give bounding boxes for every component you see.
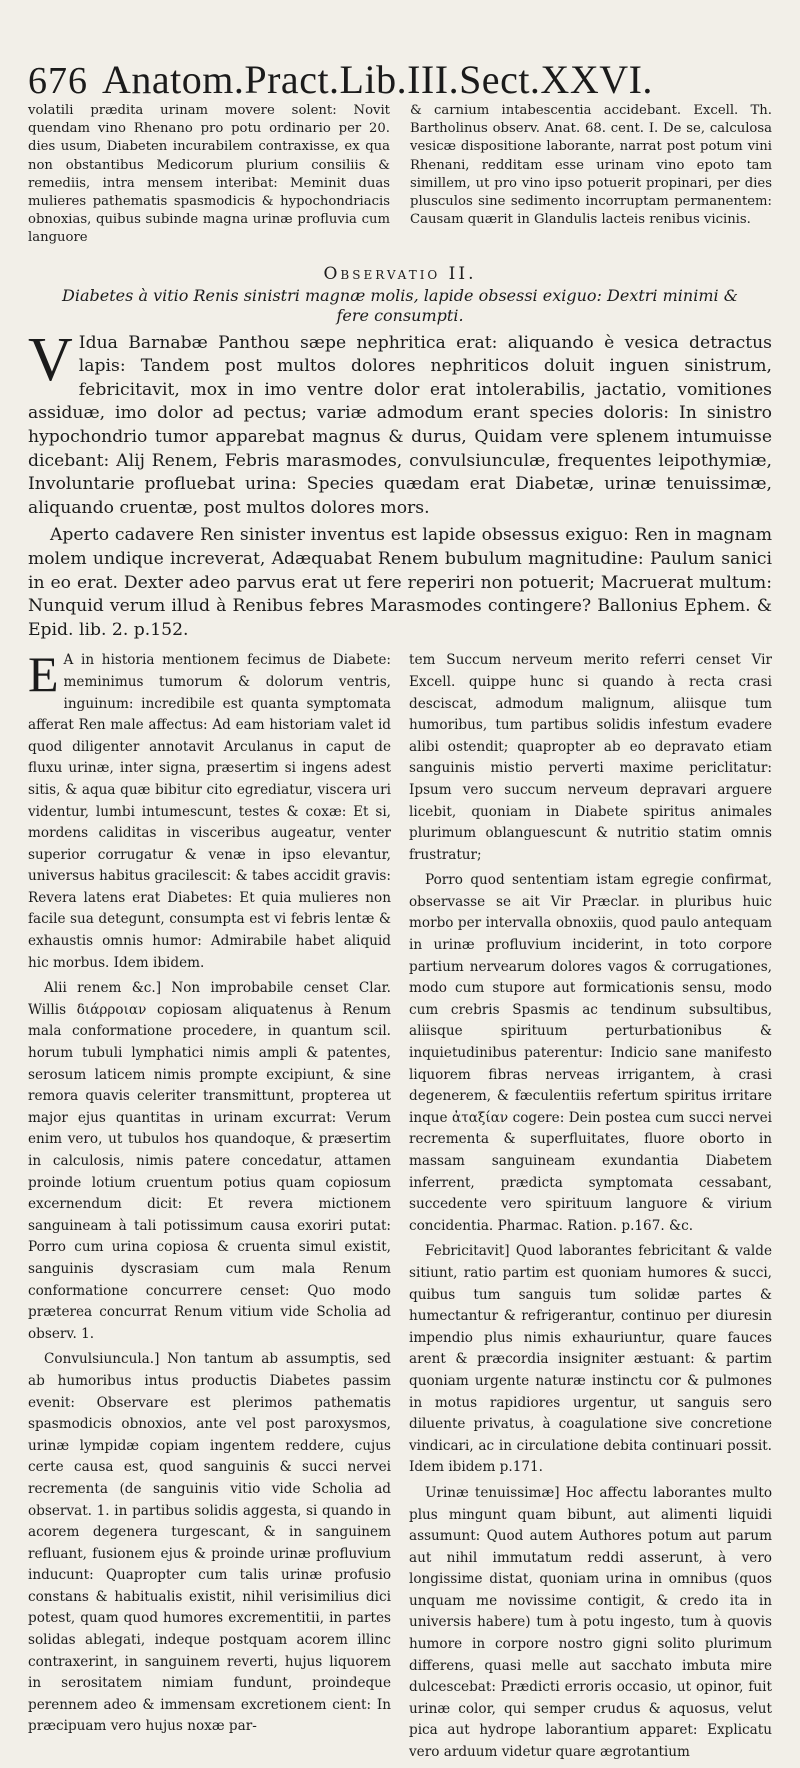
scholia-right-para-1: tem Succum nerveum merito referri censet Vir Excell. quippe hunc si quando à recta crasi desciscat, admodum malignum, aliisque tum humoribus, tum partibus solidis infestum evadere alibi ostendit; quapropter ab eo depravato etiam sanguinis mistio perverti maxime periclitatur: Ipsum vero succum nerveum depravari arguere licebit, quoniam in Diabete spiritus animales plurimum oblanguescunt & nutritio statim omnis frustratur; (409, 652, 772, 863)
observation-title: Observatio II. (323, 263, 477, 284)
observation-para-1-text: Idua Barnabæ Panthou sæpe nephritica erat: aliquando è vesica detractus lapis: Tandem post multos dolores nephriticos doluit inguen sinistrum, febricitavit, mox in imo ventre dolor erat intolerabilis, jactatio, vomitiones assiduæ, imo dolor ad pectus; variæ admodum erant species doloris: In sinistro hypochondrio tumor apparebat magnus & durus, Quidam vere splenem intumuisse dicebant: Alij Renem, Febris marasmodes, convulsiunculæ, frequentes leipothymiæ, Involuntarie profluebat urina: Species quædam erat Diabetæ, urinæ tenuissimæ, aliquando cruentæ, post multos dolores mors. (28, 332, 772, 518)
scholia-right-para-3: Febricitavit] Quod laborantes febricitant & valde sitiunt, ratio partim est quoniam humores & succi, quibus tum sanguis tum solidæ partes & humectantur & refrigerantur, continuo per diuresin impendio plus nimis exhauriuntur, quare fauces arent & præcordia insigniter æstuant: & partim quoniam urgente naturæ instinctu cor & pulmones in motus rapidiores urgentur, ut sanguis sero diluente privatus, à coagulatione sive concretione vindicari, ac in circulatione debita continuari possit. Idem ibidem p.171. (409, 1243, 772, 1476)
scholia-columns (28, 646, 772, 1767)
scholia-right-para-4: Urinæ tenuissimæ] Hoc affectu laborantes multo plus mingunt quam bibunt, aut alimenti liquidi assumunt: Quod autem Authores potum aut parum aut nihil immutatum reddi asserunt, à vero longissime distat, quoniam urina in omnibus (quos unquam me novissime contigit, & credo ita in universis habere) tum à potu ingesto, tum à quovis humore in corpore nostro gigni solito plurimum differens, quasi melle aut sacchato imbuta mire dulcescebat: Prædicti erroris occasio, ut opinor, fuit urinæ color, qui semper crudus & aquosus, velut pica aut hydrope laborantium apparet: Explicatu vero arduum videtur quare ægrotantium (409, 1484, 772, 1761)
scholia-left-para-1-text: A in historia mentionem fecimus de Diabete: meminimus tumorum & dolorum ventris, inguinum: incredibile est quanta symptomata afferat Ren male affectus: Ad eam historiam valet id quod diligenter annotavit Arculanus in caput de fluxu urinæ, inter signa, præsertim si ingens adest sitis, & aqua quæ bibitur cito egrediatur, viscera uri videntur, lumbi intumescunt, testes & coxæ: Et si, mordens caliditas in visceribus augeatur, venter superior corrugatur & venæ in ipso elevantur, universus habitus gracilescit: & tabes accidit gravis: Revera latens erat Diabetes: Et quia mulieres non facile sua detegunt, consumpta est vi febris lentæ & exhaustis omnis humor: Admirabile habet aliquid hic morbus. Idem ibidem. (28, 652, 391, 971)
top-left-text: volatili prædita urinam movere solent: Novit quendam vino Rhenano pro potu ordinario per 20. dies usum, Diabeten incurabilem contraxisse, ex qua non obstantibus Medicorum plurium consiliis & remediis, intra mensem interibat: Meminit duas mulieres pathematis spasmodicis & hypochondriacis obnoxias, quibus subinde magna urinæ profluvia cum languore (28, 103, 390, 246)
page-header (28, 56, 772, 102)
top-right-text: & carnium intabescentia accidebant. Excell. Th. Bartholinus observ. Anat. 68. cent. I. De se, calculosa vesicæ dispositione laborante, narrat post potum vini Rhenani, redditam esse urinam vino epoto tam simillem, ut pro vino ipso potuerit propinari, per dies plusculos sine sedimento incorruptam permanentem: Causam quærit in Glandulis lacteis renibus vicinis. (410, 103, 772, 228)
drop-cap-v: V (28, 325, 73, 394)
observation-subtitle: Diabetes à vitio Renis sinistri magnæ molis, lapide obsessi exiguo: Dextri minimi & fere consumpti. (62, 285, 738, 325)
observation-para-1 (28, 325, 772, 521)
observation-body (28, 325, 772, 643)
scholia-left-para-1 (28, 646, 391, 974)
observation-para-2: Aperto cadavere Ren sinister inventus est lapide obsessus exiguo: Ren in magnam molem undique increverat, Adæquabat Renem bubulum magnitudine: Paulum sanici in eo erat. Dexter adeo parvus erat ut fere reperiri non potuerit; Macruerat multum: Nunquid verum illud à Renibus febres Marasmodes contingere? Ballonius Ephem. & Epid. lib. 2. p.152. (28, 525, 772, 640)
scholia-left-para-2: Alii renem &c.] Non improbabile censet Clar. Willis διάρροιαν copiosam aliquatenus à Renum mala conformatione procedere, in quantum scil. horum tubuli lymphatici nimis ampli & patentes, serosum laticem nimis prompte excipiunt, & sine remora quavis celeriter transmittunt, propterea ut major ejus quantitas in urinam excurrat: Verum enim vero, ut tubulos hos quandoque, & præsertim in calculosis, nimis patere concedatur, attamen proinde lotium cruentum potius quam copiosum excernendum dicit: Et revera mictionem sanguineam à tali potissimum causa exoriri putat: Porro cum urina copiosa & cruenta simul existit, sanguinis dyscrasiam cum mala Renum conformatione concurrere censet: Quo modo præterea concurrat Renum vitium vide Scholia ad observ. 1. (28, 980, 391, 1342)
running-title: Anatom.Pract.Lib.III.Sect.XXVI. (102, 57, 653, 102)
scholia-left-para-3: Convulsiuncula.] Non tantum ab assumptis, sed ab humoribus intus productis Diabetes passim evenit: Observare est plerimos pathematis spasmodicis obnoxios, ante vel post paroxysmos, urinæ lympidæ copiam ingentem reddere, cujus certe causa est, quod sanguinis & succi nervei recrementa (de sanguinis vitio vide Scholia ad observat. 1. in partibus solidis aggesta, si quando in acorem degenera turgescant, & in sanguinem refluant, fusionem ejus & proinde urinæ profluvium inducunt: Quapropter cum talis urinæ profusio constans & habitualis existit, nihil verisimilius dici potest, quam quod humores excrementitii, in partes solidas ablegati, indeque postquam acorem illinc contraxerint, in sanguinem reverti, hujus liquorem in serositatem nimiam fundunt, proindeque perennem adeo & immensam excretionem cient: In præcipuam vero hujus noxæ par- (28, 1351, 391, 1735)
scholia-right-column (409, 650, 772, 1767)
drop-cap-e: E (28, 646, 59, 703)
top-left-column (28, 102, 390, 248)
page-number: 676 (28, 60, 88, 102)
scholia-right-para-2: Porro quod sententiam istam egregie confirmat, observasse se ait Vir Præclar. in pluribus huic morbo per intervalla obnoxiis, quod paulo antequam in urinæ profluvium inciderint, in toto corpore partium nervearum dolores vagos & corrugationes, modo cum stupore aut formicationis sensu, modo cum crebris Spasmis ac tendinum subsultibus, aliisque spirituum perturbationibus & inquietudinibus paterentur: Indicio sane manifesto liquorem fibras nerveas irrigantem, à crasi degenerem, & fæculentiis refertum spiritus irritare inque ἀταξίαν cogere: Dein postea cum succi nervei recrementa & superfluitates, fluore oborto in massam sanguineam exundantia Diabetem inferrent, prædicta symptomata cessabant, succedente vero spirituum languore & virium concidentia. Pharmac. Ration. p.167. &c. (409, 872, 772, 1234)
scholia-left-column (28, 646, 391, 1767)
top-right-column (410, 102, 772, 248)
top-columns (28, 102, 772, 248)
